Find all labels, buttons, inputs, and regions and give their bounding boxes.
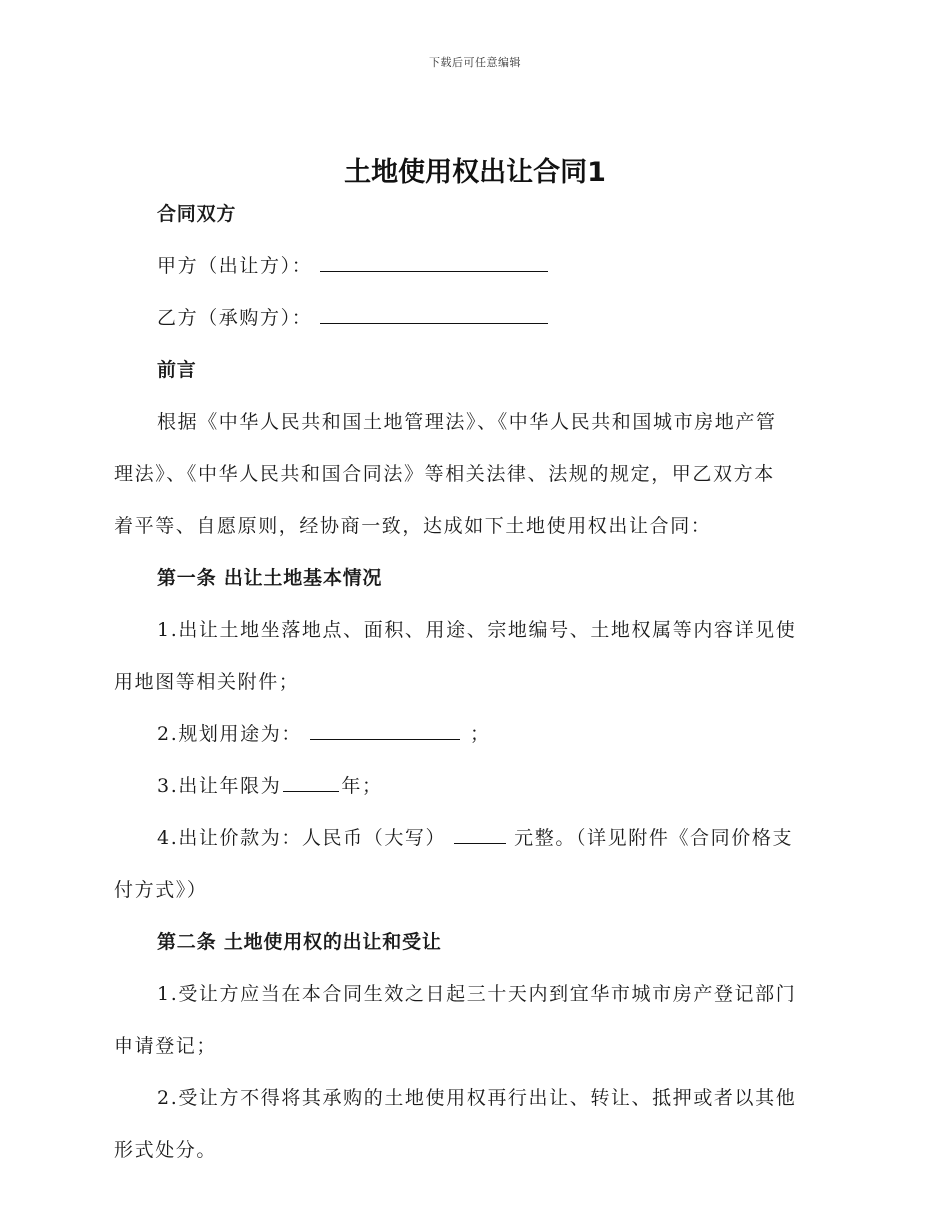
article1-item1-line: 用地图等相关附件； — [114, 671, 300, 693]
planned-use-blank — [310, 721, 460, 740]
party-a-blank — [320, 253, 548, 272]
party-b-blank — [320, 305, 548, 324]
item2-label: 2.规划用途为： — [157, 723, 302, 745]
preface-line: 着平等、自愿原则，经协商一致，达成如下土地使用权出让合同： — [114, 515, 712, 537]
header-note: 下载后可任意编辑 — [429, 56, 521, 69]
years-blank — [283, 773, 339, 792]
party-b-line — [114, 292, 830, 344]
section-parties-heading: 合同双方 — [157, 203, 237, 225]
article2-item1-line: 申请登记； — [114, 1035, 218, 1057]
article2-item1-line: 1.受让方应当在本合同生效之日起三十天内到宜华市城市房产登记部门 — [157, 983, 797, 1005]
article2-item2-line: 形式处分。 — [114, 1139, 218, 1161]
party-a-line — [114, 240, 830, 292]
item3-label: 3.出让年限为 — [157, 775, 282, 797]
article1-item2 — [114, 708, 830, 760]
party-a-label: 甲方（出让方）： — [157, 255, 313, 277]
article1-item1-line: 1.出让土地坐落地点、面积、用途、宗地编号、土地权属等内容详见使 — [157, 619, 797, 641]
document-body — [114, 188, 830, 1176]
article1-item4-line2: 付方式》） — [114, 879, 208, 901]
article1-item3 — [114, 760, 830, 812]
item4-rest: 元整。（详见附件《合同价格支 — [514, 827, 794, 849]
article1-heading: 第一条 出让土地基本情况 — [157, 567, 383, 589]
article1-item4 — [114, 812, 830, 864]
article2-heading: 第二条 土地使用权的出让和受让 — [157, 931, 442, 953]
item4-label: 4.出让价款为：人民币（大写） — [157, 827, 447, 849]
price-blank — [454, 825, 506, 844]
item2-end: ； — [469, 723, 491, 745]
section-preface-heading: 前言 — [157, 359, 197, 381]
article2-item2-line: 2.受让方不得将其承购的土地使用权再行出让、转让、抵押或者以其他 — [157, 1087, 797, 1109]
party-b-label: 乙方（承购方）： — [157, 307, 313, 329]
document-title: 土地使用权出让合同1 — [344, 157, 606, 188]
preface-line: 根据《中华人民共和国土地管理法》、《中华人民共和国城市房地产管 — [157, 411, 777, 433]
preface-line: 理法》、《中华人民共和国合同法》等相关法律、法规的规定，甲乙双方本 — [114, 463, 775, 485]
item3-end: 年； — [341, 775, 383, 797]
